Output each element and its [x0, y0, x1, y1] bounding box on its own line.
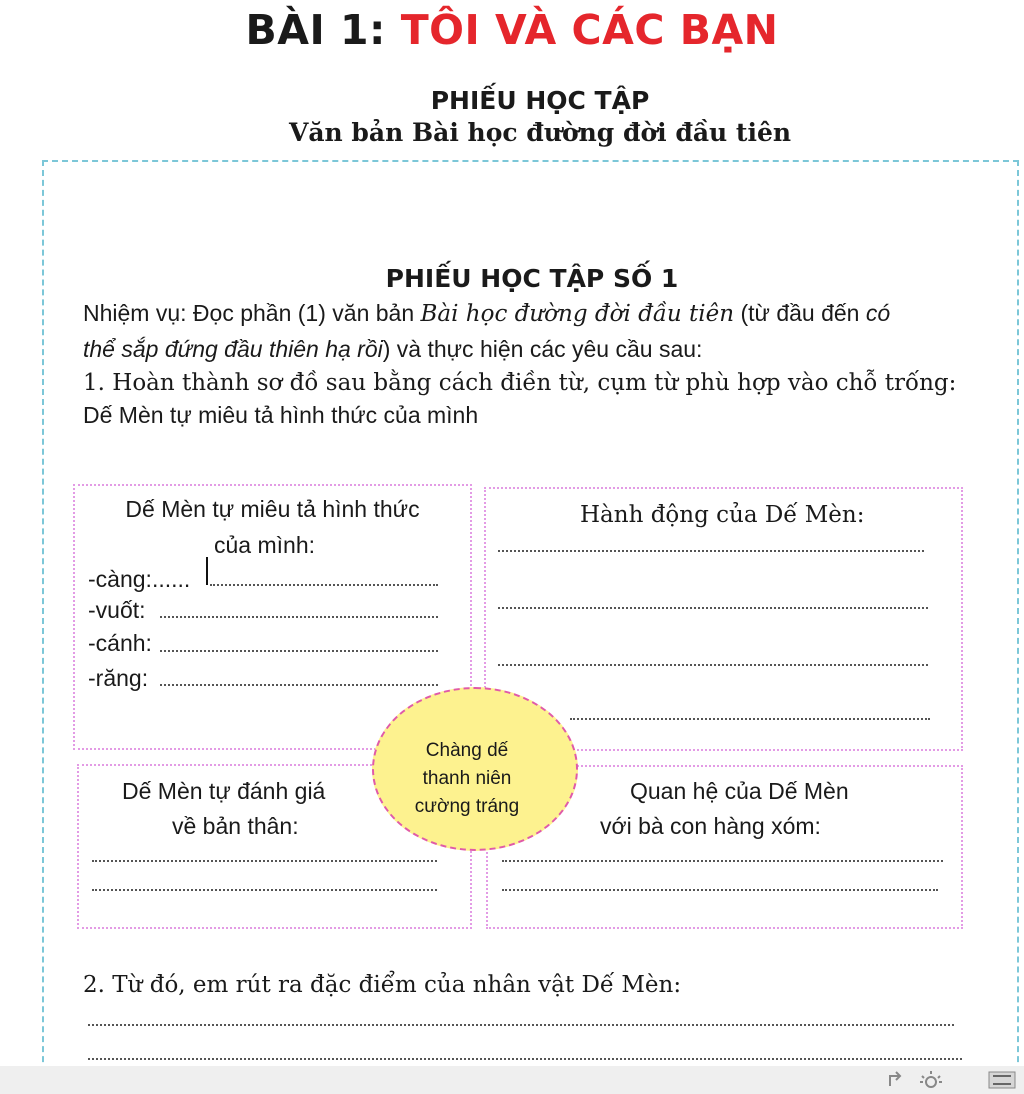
center-line-3: cường tráng [414, 796, 520, 817]
box-appearance-title-1: Dế Mèn tự miêu tả hình thức [125, 496, 420, 522]
box-self-assessment-title-2: về bản thân: [172, 813, 299, 839]
fill-line-action-1[interactable] [498, 550, 924, 552]
fill-line-rang[interactable] [160, 684, 438, 686]
task-range-open: (từ đầu đến [740, 300, 860, 326]
task-quote-a: có [865, 300, 891, 326]
center-oval [372, 687, 578, 851]
task-line-2 [83, 336, 702, 363]
center-line-1: Chàng dế [425, 740, 509, 761]
task-work-title: Bài học đường đời đầu tiên [420, 301, 735, 327]
fill-line-action-4[interactable] [570, 718, 930, 720]
fill-line-self-1[interactable] [92, 860, 437, 862]
sheet-heading: PHIẾU HỌC TẬP [430, 86, 650, 115]
fill-line-cang[interactable] [210, 584, 438, 586]
fill-line-vuot[interactable] [160, 616, 438, 618]
item-canh: -cánh: [88, 630, 152, 656]
text-cursor [206, 557, 208, 585]
answer-line-1[interactable] [88, 1024, 954, 1026]
fill-line-canh[interactable] [160, 650, 438, 652]
question-2: 2. Từ đó, em rút ra đặc điểm của nhân vật Dế Mèn: [83, 972, 682, 998]
fill-line-action-2[interactable] [498, 607, 928, 609]
center-line-2: thanh niên [422, 768, 512, 789]
status-bar [0, 1066, 1024, 1094]
page-layout-icon[interactable] [988, 1070, 1016, 1090]
box-appearance-title-2: của mình: [214, 532, 315, 558]
question-1-topic: Dế Mèn tự miêu tả hình thức của mình [83, 402, 479, 428]
worksheet-title: PHIẾU HỌC TẬP SỐ 1 [385, 264, 679, 293]
answer-line-2[interactable] [88, 1058, 962, 1060]
task-quote-b: thể sắp đứng đầu thiên hạ rồi [83, 336, 383, 362]
question-1: 1. Hoàn thành sơ đồ sau bằng cách điền từ, cụm từ phù hợp vào chỗ trống: [83, 370, 957, 396]
box-actions-title: Hành động của Dế Mèn: [580, 502, 865, 528]
task-range-close: ) và thực hiện các yêu cầu sau: [382, 336, 703, 362]
fill-line-neighbors-1[interactable] [502, 860, 943, 862]
fill-line-self-2[interactable] [92, 889, 437, 891]
box-neighbors-title-2: với bà con hàng xóm: [600, 813, 821, 839]
fill-line-neighbors-2[interactable] [502, 889, 938, 891]
lesson-number: BÀI 1: [245, 6, 386, 54]
lesson-title [0, 6, 1024, 54]
sheet-subheading: Văn bản Bài học đường đời đầu tiên [288, 118, 792, 147]
box-self-assessment-title-1: Dế Mèn tự đánh giá [122, 778, 326, 804]
item-rang: -răng: [88, 665, 149, 691]
lesson-name: TÔI VÀ CÁC BẠN [400, 6, 779, 54]
item-vuot: -vuốt: [88, 597, 146, 623]
fill-line-action-3[interactable] [498, 664, 928, 666]
sun-icon[interactable] [918, 1070, 944, 1090]
task-line-1 [83, 300, 890, 327]
expand-icon[interactable] [886, 1070, 908, 1090]
task-prefix: Nhiệm vụ: Đọc phần (1) văn bản [83, 300, 415, 326]
item-cang: -càng:...... [88, 566, 191, 592]
box-neighbors-title-1: Quan hệ của Dế Mèn [630, 778, 849, 804]
